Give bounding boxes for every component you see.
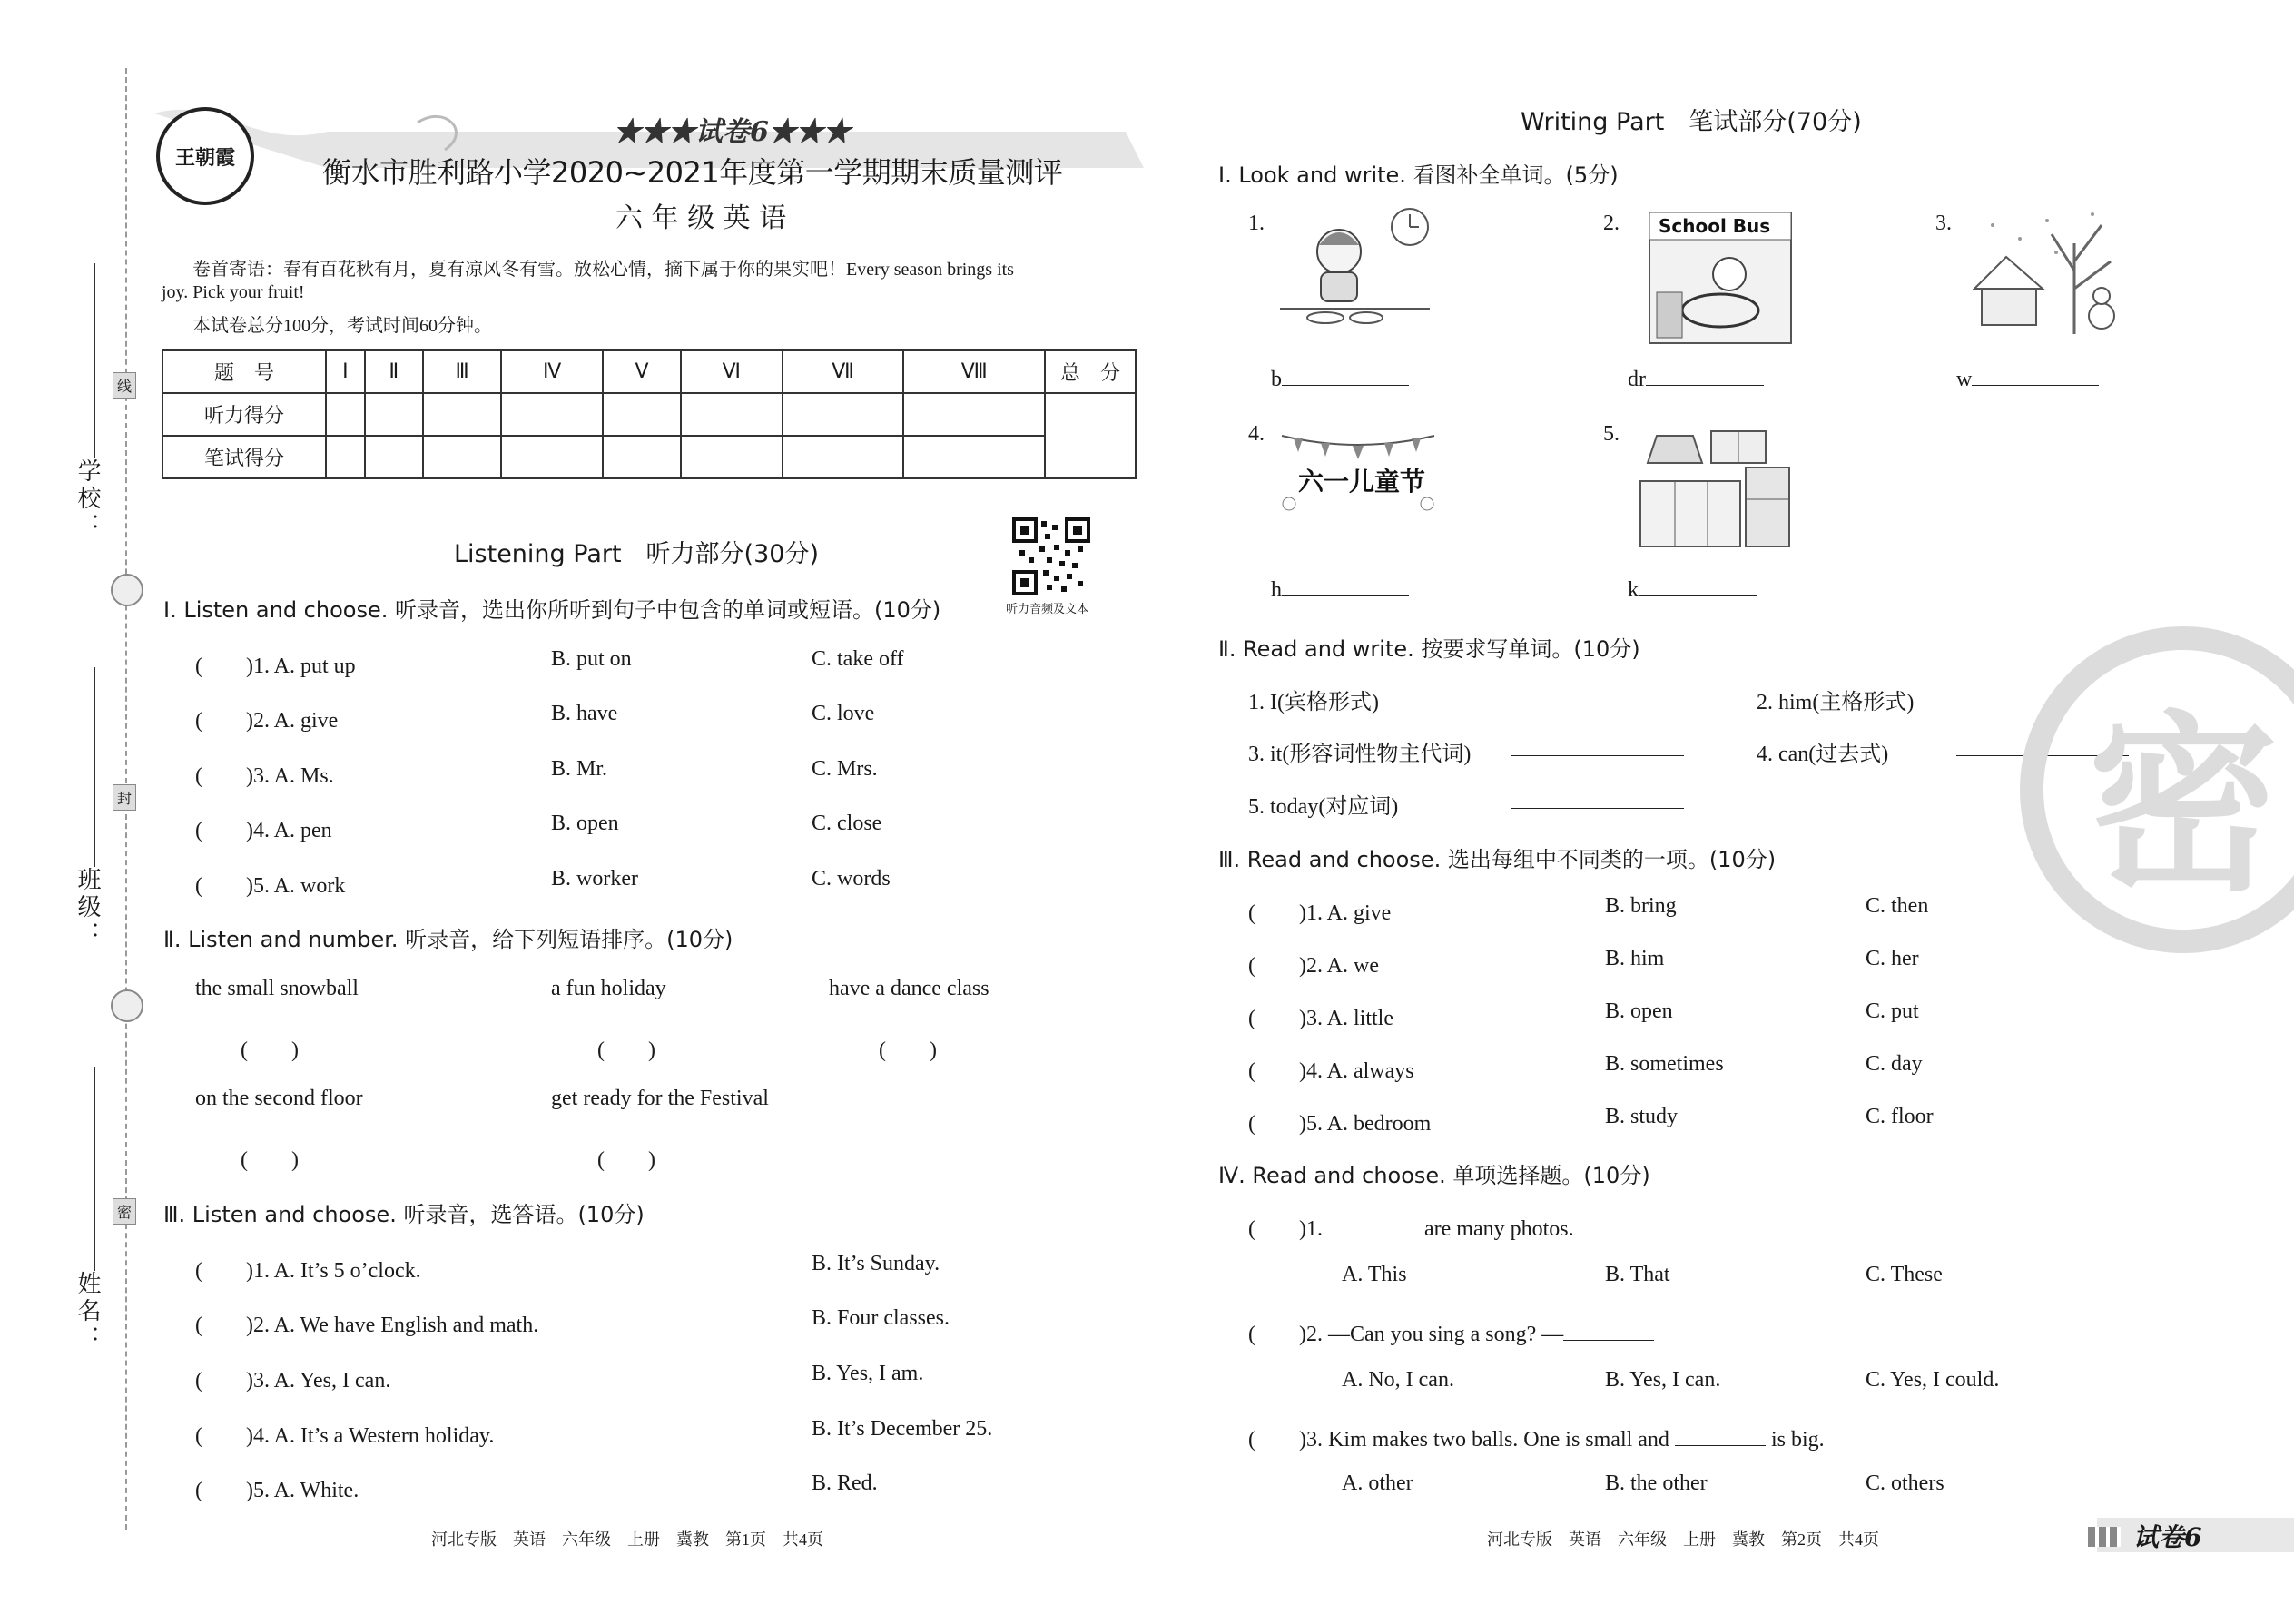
listening-s3-heading: Ⅲ. Listen and choose. 听录音，选答语。(10分) xyxy=(163,1202,645,1227)
question-stem-pre: ( )2. —Can you sing a song? — xyxy=(1248,1323,1564,1346)
word-task: 4. can(过去式) xyxy=(1757,743,1889,766)
logo-badge xyxy=(156,107,254,205)
page-footer-left: 河北专版 英语 六年级 上册 冀教 第1页 共4页 xyxy=(431,1530,823,1549)
option-b[interactable]: B. worker xyxy=(551,867,638,891)
banner-text: 六一儿童节 xyxy=(1298,467,1426,497)
picture-number: 2. xyxy=(1603,212,1620,235)
phrase: have a dance class xyxy=(829,977,989,1000)
answer-blank[interactable] xyxy=(1511,755,1684,756)
answer-paren[interactable]: ( ) xyxy=(879,1038,937,1062)
word-prefix-text: w xyxy=(1956,368,1973,391)
option-a[interactable]: A. No, I can. xyxy=(1342,1368,1454,1392)
kitchen-picture xyxy=(1639,427,1793,549)
stamp-char: 密 xyxy=(2087,694,2279,917)
score-cell[interactable] xyxy=(365,393,423,436)
option-b[interactable]: B. have xyxy=(551,702,618,725)
option-c[interactable]: C. close xyxy=(812,812,882,835)
word-task: 1. I(宾格形式) xyxy=(1248,691,1379,714)
phrase: the small snowball xyxy=(195,977,359,1000)
answer-paren[interactable]: ( ) xyxy=(241,1038,299,1062)
writing-s4-heading: Ⅳ. Read and choose. 单项选择题。(10分) xyxy=(1218,1163,1650,1188)
option-b[interactable]: B. Red. xyxy=(812,1471,878,1495)
phrase: a fun holiday xyxy=(551,977,666,1000)
score-cell[interactable] xyxy=(365,436,423,478)
picture-number: 4. xyxy=(1248,422,1265,446)
option-c[interactable]: C. take off xyxy=(812,647,904,671)
paper-tag: ★★★试卷6★★★ xyxy=(614,116,851,148)
qr-code[interactable] xyxy=(1012,517,1090,595)
score-row-label: 听力得分 xyxy=(162,393,326,436)
option-b[interactable]: B. Four classes. xyxy=(812,1306,950,1330)
option-b[interactable]: B. put on xyxy=(551,647,632,671)
word-task: 3. it(形容词性物主代词) xyxy=(1248,743,1472,766)
score-header-cell: 总 分 xyxy=(1045,350,1136,393)
score-cell[interactable] xyxy=(603,393,681,436)
answer-blank[interactable] xyxy=(1639,595,1757,596)
seal-label-xian: 线 xyxy=(113,372,136,399)
question-stem[interactable] xyxy=(1248,1315,1654,1347)
seal-mark-2 xyxy=(111,989,143,1022)
corner-tag-squares xyxy=(2088,1527,2121,1547)
phrase: on the second floor xyxy=(195,1087,363,1110)
answer-blank[interactable] xyxy=(1646,385,1764,386)
score-cell[interactable] xyxy=(501,436,603,478)
word-task: 5. today(对应词) xyxy=(1248,795,1399,819)
option-c[interactable]: C. These xyxy=(1866,1263,1943,1286)
question-stem-pre: ( )3. Kim makes two balls. One is small and xyxy=(1248,1428,1675,1452)
picture-number: 5. xyxy=(1603,422,1620,446)
answer-blank[interactable] xyxy=(1282,385,1409,386)
class-blank xyxy=(94,667,95,867)
option-c[interactable]: C. love xyxy=(812,702,875,725)
answer-blank[interactable] xyxy=(1511,808,1684,809)
option-c[interactable]: C. floor xyxy=(1866,1105,1934,1128)
score-cell[interactable] xyxy=(681,393,783,436)
answer-blank[interactable] xyxy=(1282,595,1409,596)
question-stem[interactable]: ( )1. A. It’s 5 o’clock. xyxy=(195,1259,421,1283)
question-stem[interactable]: ( )4. A. always xyxy=(1248,1059,1414,1083)
option-c[interactable]: C. Yes, I could. xyxy=(1866,1368,2000,1392)
word-prefix-text: k xyxy=(1628,578,1639,602)
question-stem[interactable]: ( )3. A. Ms. xyxy=(195,764,334,788)
question-stem[interactable]: ( )5. A. White. xyxy=(195,1479,359,1502)
corner-paper-tag: 试卷6 xyxy=(2133,1522,2202,1552)
word-prefix-text: dr xyxy=(1628,368,1646,391)
score-header-cell: Ⅲ xyxy=(423,350,501,393)
answer-blank[interactable] xyxy=(1972,385,2099,386)
answer-paren[interactable]: ( ) xyxy=(597,1148,655,1172)
question-stem[interactable] xyxy=(1248,1210,1574,1242)
word-prefix xyxy=(1271,578,1409,603)
seal-label-feng: 封 xyxy=(113,784,136,811)
option-b[interactable]: B. It’s December 25. xyxy=(812,1417,993,1441)
score-cell[interactable] xyxy=(681,436,783,478)
score-header-cell: 题 号 xyxy=(162,350,326,393)
score-cell[interactable] xyxy=(603,436,681,478)
score-header-cell: Ⅰ xyxy=(326,350,365,393)
writing-s1-heading: Ⅰ. Look and write. 看图补全单词。(5分) xyxy=(1218,162,1619,188)
score-table-row-listening xyxy=(162,393,1136,436)
question-stem[interactable]: ( )1. A. give xyxy=(1248,901,1392,925)
listening-s2-heading: Ⅱ. Listen and number. 听录音，给下列短语排序。(10分) xyxy=(163,927,733,952)
option-c[interactable]: C. words xyxy=(812,867,891,891)
writing-title: Writing Part 笔试部分(70分) xyxy=(1521,108,1862,136)
option-b[interactable]: B. sometimes xyxy=(1605,1052,1724,1076)
score-cell[interactable] xyxy=(423,436,501,478)
intro-line-1: 卷首寄语：春有百花秋有月，夏有凉风冬有雪。放松心情，摘下属于你的果实吧！Every season brings its xyxy=(192,260,1014,280)
question-stem[interactable]: ( )4. A. It’s a Western holiday. xyxy=(195,1424,495,1448)
listening-s1-heading: Ⅰ. Listen and choose. 听录音，选出你所听到句子中包含的单词或短语。(10分) xyxy=(163,597,941,623)
picture-number: 1. xyxy=(1248,212,1265,235)
writing-s2-heading: Ⅱ. Read and write. 按要求写单词。(10分) xyxy=(1218,636,1640,662)
option-b[interactable]: B. Yes, I am. xyxy=(812,1362,924,1385)
score-table-row-writing xyxy=(162,436,1136,478)
listening-title: Listening Part 听力部分(30分) xyxy=(454,540,819,568)
winter-snow-house-picture xyxy=(1965,207,2127,343)
school-blank xyxy=(94,263,95,458)
score-header-cell: Ⅱ xyxy=(365,350,423,393)
bus-sign-text: School Bus xyxy=(1659,215,1771,237)
school-bus-driver-picture xyxy=(1648,211,1793,345)
score-cell[interactable] xyxy=(501,393,603,436)
score-cell[interactable] xyxy=(903,393,1045,436)
answer-paren[interactable]: ( ) xyxy=(597,1038,655,1062)
question-stem-post: are many photos. xyxy=(1418,1217,1574,1241)
question-stem[interactable]: ( )5. A. work xyxy=(195,874,346,898)
option-a[interactable]: A. This xyxy=(1342,1263,1407,1286)
score-cell[interactable] xyxy=(783,393,904,436)
option-a[interactable]: A. other xyxy=(1342,1471,1413,1495)
score-table xyxy=(162,349,1137,479)
intro-line-3: 本试卷总分100分，考试时间60分钟。 xyxy=(192,316,492,336)
score-table-header-row xyxy=(162,350,1136,393)
question-stem-pre: ( )1. xyxy=(1248,1217,1328,1241)
question-stem-post: is big. xyxy=(1765,1428,1825,1452)
option-b[interactable]: B. him xyxy=(1605,947,1665,970)
question-stem[interactable]: ( )5. A. bedroom xyxy=(1248,1112,1432,1136)
writing-s3-heading: Ⅲ. Read and choose. 选出每组中不同类的一项。(10分) xyxy=(1218,847,1777,872)
logo-text: 王朝霞 xyxy=(174,145,235,170)
option-c[interactable]: C. put xyxy=(1866,999,1919,1023)
score-header-cell: Ⅵ xyxy=(681,350,783,393)
option-c[interactable]: C. her xyxy=(1866,947,1919,970)
option-b[interactable]: B. study xyxy=(1605,1105,1679,1128)
option-b[interactable]: B. Yes, I can. xyxy=(1605,1368,1721,1392)
question-stem[interactable]: ( )1. A. put up xyxy=(195,655,356,678)
secret-stamp-watermark xyxy=(2020,626,2294,953)
option-b[interactable]: B. It’s Sunday. xyxy=(812,1252,940,1275)
score-cell[interactable] xyxy=(326,436,365,478)
question-stem[interactable]: ( )3. A. Yes, I can. xyxy=(195,1369,391,1393)
score-header-cell: Ⅷ xyxy=(903,350,1045,393)
word-task: 2. him(主格形式) xyxy=(1757,691,1915,714)
qr-caption: 听力音频及文本 xyxy=(1006,603,1089,616)
score-header-cell: Ⅶ xyxy=(783,350,904,393)
answer-paren[interactable]: ( ) xyxy=(241,1148,299,1172)
score-cell[interactable] xyxy=(903,436,1045,478)
question-stem[interactable]: ( )4. A. pen xyxy=(195,819,332,842)
word-prefix-text: b xyxy=(1271,368,1282,391)
option-b[interactable]: B. the other xyxy=(1605,1471,1708,1495)
option-b[interactable]: B. open xyxy=(1605,999,1673,1023)
name-blank xyxy=(94,1067,95,1271)
option-b[interactable]: B. Mr. xyxy=(551,757,608,781)
score-header-cell: Ⅴ xyxy=(603,350,681,393)
question-stem[interactable]: ( )2. A. give xyxy=(195,709,339,733)
phrase: get ready for the Festival xyxy=(551,1087,769,1110)
word-prefix xyxy=(1628,578,1757,603)
word-prefix-text: h xyxy=(1271,578,1282,602)
school-label: 学校： xyxy=(74,458,101,540)
answer-blank[interactable] xyxy=(1675,1445,1766,1446)
boy-eating-breakfast-picture xyxy=(1275,202,1434,342)
name-label: 姓名： xyxy=(74,1271,101,1353)
score-cell[interactable] xyxy=(326,393,365,436)
score-row-label: 笔试得分 xyxy=(162,436,326,478)
option-c[interactable]: C. day xyxy=(1866,1052,1923,1076)
option-c[interactable]: C. others xyxy=(1866,1471,1944,1495)
score-header-cell: Ⅳ xyxy=(501,350,603,393)
total-score-cell[interactable] xyxy=(1045,393,1136,478)
option-c[interactable]: C. then xyxy=(1866,894,1929,918)
question-stem[interactable]: ( )2. A. We have English and math. xyxy=(195,1314,539,1337)
childrens-day-banner-picture xyxy=(1280,427,1436,517)
question-stem[interactable]: ( )2. A. we xyxy=(1248,954,1379,978)
exam-title: 衡水市胜利路小学2020~2021年度第一学期期末质量测评 xyxy=(322,155,1063,190)
seal-mark-1 xyxy=(111,574,143,606)
class-label: 班级： xyxy=(74,867,101,949)
question-stem[interactable] xyxy=(1248,1421,1825,1452)
word-prefix xyxy=(1271,368,1409,392)
question-stem[interactable]: ( )3. A. little xyxy=(1248,1007,1393,1030)
score-cell[interactable] xyxy=(423,393,501,436)
option-c[interactable]: C. Mrs. xyxy=(812,757,878,781)
word-prefix xyxy=(1956,368,2099,392)
picture-number: 3. xyxy=(1935,212,1952,235)
option-b[interactable]: B. bring xyxy=(1605,894,1677,918)
intro-line-2: joy. Pick your fruit! xyxy=(162,282,305,302)
option-b[interactable]: B. open xyxy=(551,812,619,835)
exam-subtitle: 六 年 级 英 语 xyxy=(615,202,787,234)
word-prefix xyxy=(1628,368,1764,392)
answer-blank[interactable] xyxy=(1563,1340,1654,1341)
page-footer-right: 河北专版 英语 六年级 上册 冀教 第2页 共4页 xyxy=(1487,1530,1879,1549)
score-cell[interactable] xyxy=(783,436,904,478)
option-b[interactable]: B. That xyxy=(1605,1263,1670,1286)
seal-label-mi: 密 xyxy=(113,1198,136,1225)
